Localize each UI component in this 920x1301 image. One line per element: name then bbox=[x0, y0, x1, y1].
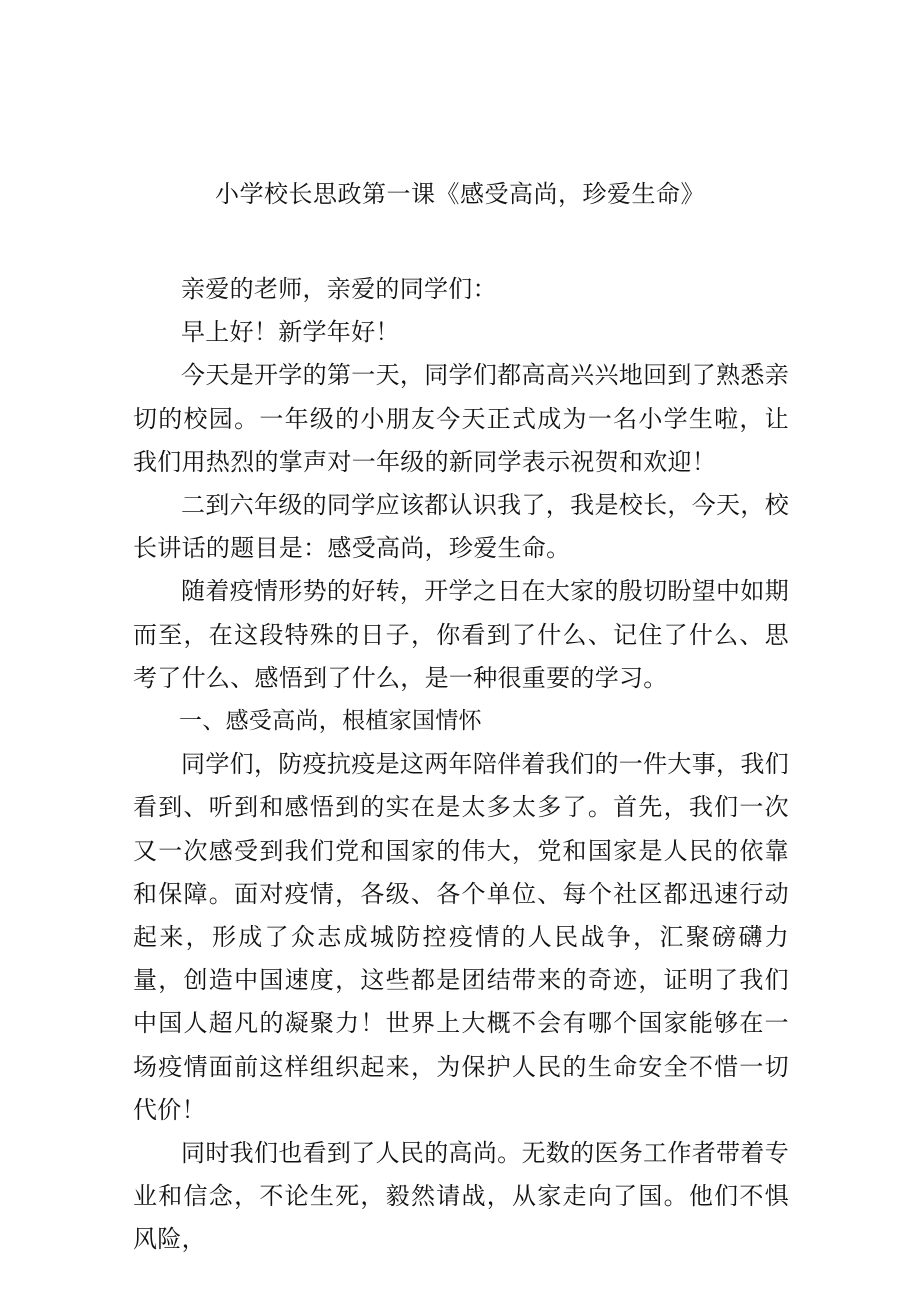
reflection-paragraph: 随着疫情形势的好转，开学之日在大家的殷切盼望中如期而至，在这段特殊的日子，你看到了什么、记住了什么、思考了什么、感悟到了什么，是一种很重要的学习。 bbox=[133, 577, 789, 692]
section-paragraph: 同时我们也看到了人民的高尚。无数的医务工作者带着专业和信念，不论生死，毅然请战，从家走向了国。他们不惧风险， bbox=[133, 1139, 789, 1254]
morning-greeting-paragraph: 早上好！新学年好！ bbox=[181, 318, 400, 347]
opening-paragraph: 今天是开学的第一天，同学们都高高兴兴地回到了熟悉亲切的校园。一年级的小朋友今天正式成为一名小学生啦，让我们用热烈的掌声对一年级的新同学表示祝贺和欢迎！ bbox=[133, 361, 789, 476]
section-heading: 一、感受高尚，根植家国情怀 bbox=[179, 708, 482, 735]
document-body bbox=[133, 268, 789, 1262]
section-paragraph: 同学们，防疫抗疫是这两年陪伴着我们的一件大事，我们看到、听到和感悟到的实在是太多太多了。首先，我们一次又一次感受到我们党和国家的伟大，党和国家是人民的依靠和保障。面对疫情，各级、各个单位、每个社区都迅速行动起来，形成了众志成城防控疫情的人民战争，汇聚磅礴力量，创造中国速度，这些都是团结带来的奇迹，证明了我们中国人超凡的凝聚力！世界上大概不会有哪个国家能够在一场疫情面前这样组织起来，为保护人民的生命安全不惜一切代价！ bbox=[133, 750, 789, 1124]
document-title: 小学校长思政第一课《感受高尚，珍爱生命》 bbox=[215, 180, 705, 208]
topic-paragraph: 二到六年级的同学应该都认识我了，我是校长，今天，校长讲话的题目是：感受高尚，珍爱生命。 bbox=[133, 491, 789, 563]
greeting-paragraph: 亲爱的老师，亲爱的同学们： bbox=[181, 275, 497, 303]
